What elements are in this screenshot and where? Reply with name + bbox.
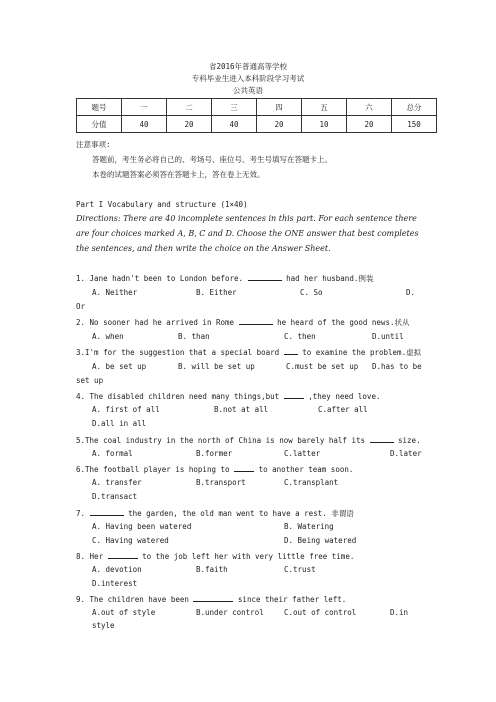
option-c: C.latter <box>284 449 321 458</box>
option-wrap: style <box>92 621 115 630</box>
option-a: A. when <box>92 332 124 341</box>
question-4 <box>76 390 380 402</box>
part-title: Part I Vocabulary and structure (1×40) <box>76 200 248 209</box>
score-value-cell: 10 <box>302 116 347 133</box>
score-value-cell: 20 <box>167 116 212 133</box>
score-value-cell: 150 <box>392 116 437 133</box>
notes-title: 注意事项: <box>76 140 111 149</box>
answer-blank <box>284 346 298 355</box>
option-wrap: set up <box>76 376 104 385</box>
question-stem: 4. The disabled children need many things,but <box>76 392 280 401</box>
option-b: B. Watering <box>284 522 334 531</box>
score-table <box>76 98 437 133</box>
question-stem: to the job left her with very little free time. <box>142 552 355 561</box>
header-school: 省2016年普通高等学校 <box>208 62 288 71</box>
note-item: 答题前，考生务必将自己的、考场号、座位号、考生号填写在答题卡上。 <box>92 155 332 164</box>
score-header-cell: 三 <box>212 99 257 116</box>
option-c: C.trust <box>284 565 316 574</box>
question-6 <box>76 463 353 475</box>
score-header-cell: 二 <box>167 99 212 116</box>
option-b: B.not at all <box>214 405 269 414</box>
answer-blank <box>239 316 273 325</box>
option-b: B.under control <box>196 608 264 617</box>
option-b: B.former <box>196 449 233 458</box>
score-header-cell: 五 <box>302 99 347 116</box>
option-d: D.transact <box>92 492 138 501</box>
question-stem: he heard of the good news.状从 <box>277 318 410 327</box>
option-d: D.has to be <box>372 362 422 371</box>
score-value-cell: 分值 <box>77 116 122 133</box>
question-stem: 1. Jane hadn't been to London before. <box>76 274 244 283</box>
option-b: B.faith <box>196 565 228 574</box>
option-wrap: Or <box>76 302 86 311</box>
score-table-header-row <box>77 99 437 116</box>
option-a: A. devotion <box>92 565 142 574</box>
option-c: C. So <box>300 288 323 297</box>
question-3 <box>76 346 421 358</box>
answer-blank <box>248 272 282 281</box>
question-stem: 5.The coal industry in the north of China is now barely half its <box>76 436 365 445</box>
answer-blank <box>193 593 233 602</box>
option-a: A.out of style <box>92 608 156 617</box>
score-value-cell: 40 <box>212 116 257 133</box>
note-item: 本卷的试题答案必须答在答题卡上，答在卷上无效。 <box>92 170 265 179</box>
question-stem: to another team soon. <box>258 465 354 474</box>
header-subject: 公共英语 <box>233 86 263 95</box>
question-stem: had her husband.例装 <box>286 274 374 283</box>
question-stem: 2. No sooner had he arrived in Rome <box>76 318 235 327</box>
option-d: D.in <box>390 608 409 617</box>
answer-blank <box>370 434 394 443</box>
answer-blank <box>90 507 124 516</box>
score-value-cell: 20 <box>347 116 392 133</box>
question-stem: ,they need love. <box>308 392 381 401</box>
score-value-cell: 20 <box>257 116 302 133</box>
option-c: C.after all <box>318 405 368 414</box>
header-exam: 专科毕业生进入本科阶段学习考试 <box>191 74 305 83</box>
option-c: C.transplant <box>284 478 339 487</box>
score-header-cell: 总分 <box>392 99 437 116</box>
answer-blank <box>234 463 254 472</box>
question-9 <box>76 593 346 605</box>
option-d: D.until <box>372 332 404 341</box>
question-stem: 9. The children have been <box>76 595 189 604</box>
directions-line: the sentences, and then write the choice on the Answer Sheet. <box>76 244 331 253</box>
question-2 <box>76 316 409 328</box>
option-c: C. Having watered <box>92 536 169 545</box>
question-stem: to examine the problem.虚拟 <box>302 348 422 357</box>
option-b: B. than <box>178 332 210 341</box>
question-8 <box>76 550 354 562</box>
answer-blank <box>284 390 304 399</box>
question-stem: 8. Her <box>76 552 104 561</box>
option-b: B.transport <box>196 478 246 487</box>
score-header-cell: 六 <box>347 99 392 116</box>
score-header-cell: 一 <box>122 99 167 116</box>
option-a: A. Having been watered <box>92 522 192 531</box>
question-stem: since their father left. <box>237 595 347 604</box>
question-stem: 3.I'm for the suggestion that a special board <box>76 348 280 357</box>
question-stem: size. <box>398 436 421 445</box>
question-1 <box>76 272 373 284</box>
option-a: A. first of all <box>92 405 160 414</box>
question-7 <box>76 507 354 519</box>
option-d: D.interest <box>92 579 138 588</box>
option-c: C.must be set up <box>286 362 359 371</box>
directions-line: Directions: There are 40 incomplete sentences in this part. For each sentence there <box>76 214 417 223</box>
option-d: D. <box>406 288 416 297</box>
directions-line: are four choices marked A, B, C and D. Choose the ONE answer that best completes <box>76 229 419 238</box>
option-b: B. will be set up <box>178 362 255 371</box>
option-d: D.later <box>390 449 422 458</box>
answer-blank <box>108 550 138 559</box>
option-a: A. formal <box>92 449 133 458</box>
question-stem: the garden, the old man went to have a rest. 非谓语 <box>128 509 354 518</box>
option-a: A. be set up <box>92 362 147 371</box>
score-table-value-row <box>77 116 437 133</box>
question-5 <box>76 434 421 446</box>
question-stem: 6.The football player is hoping to <box>76 465 230 474</box>
option-c: C. then <box>284 332 316 341</box>
score-header-cell: 四 <box>257 99 302 116</box>
option-c: C.out of control <box>284 608 357 617</box>
option-a: A. transfer <box>92 478 142 487</box>
option-a: A. Neither <box>92 288 138 297</box>
score-value-cell: 40 <box>122 116 167 133</box>
question-stem: 7. <box>76 509 86 518</box>
option-d: D.all in all <box>92 419 147 428</box>
score-header-cell: 题号 <box>77 99 122 116</box>
option-d: D. Being watered <box>284 536 357 545</box>
option-b: B. Either <box>196 288 237 297</box>
